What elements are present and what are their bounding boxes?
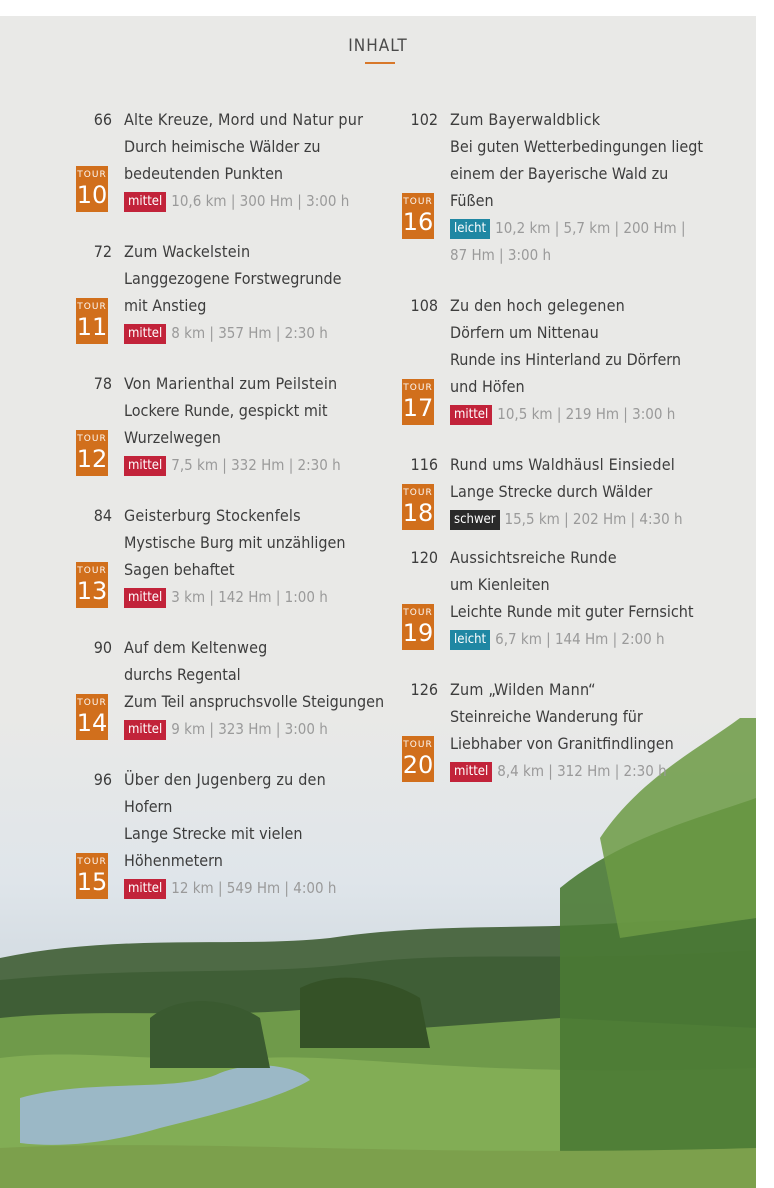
- tour-badge-label: TOUR: [403, 608, 433, 618]
- tour-description-line: Liebhaber von Granitfindlingen: [450, 734, 674, 753]
- tour-stats: 15,5 km | 202 Hm | 4:30 h: [504, 510, 683, 528]
- tour-badge-label: TOUR: [77, 857, 107, 867]
- tour-stats-line: [124, 319, 424, 346]
- tour-stats: 7,5 km | 332 Hm | 2:30 h: [171, 456, 341, 474]
- tour-number: 10: [76, 181, 108, 209]
- tour-description-line: Hofern: [124, 797, 173, 816]
- tour-stats-line: [450, 400, 750, 427]
- tour-stats-line: [124, 874, 424, 901]
- tour-description-line: Höhenmetern: [124, 851, 223, 870]
- tour-description-line: durchs Regental: [124, 665, 241, 684]
- tour-title: Zum Wackelstein: [124, 242, 251, 261]
- toc-entry[interactable]: [76, 370, 424, 478]
- tour-number-badge: [402, 193, 434, 239]
- tour-stats: 87 Hm | 3:00 h: [450, 246, 552, 264]
- tour-description-line: bedeutenden Punkten: [124, 164, 284, 183]
- tour-description-line: Füßen: [450, 191, 494, 210]
- tour-description-line: Lockere Runde, gespickt mit: [124, 401, 328, 420]
- toc-entry[interactable]: [402, 106, 750, 268]
- tour-number-badge: [402, 379, 434, 425]
- toc-entry[interactable]: [402, 676, 750, 784]
- tour-number-badge: [76, 694, 108, 740]
- tour-description-line: Lange Strecke mit vielen: [124, 824, 303, 843]
- tour-description-line: Bei guten Wetterbedingungen liegt: [450, 137, 703, 156]
- tour-stats: 3 km | 142 Hm | 1:00 h: [171, 588, 328, 606]
- toc-entry[interactable]: [76, 106, 424, 214]
- page-number: 66: [93, 110, 112, 129]
- difficulty-badge: mittel: [450, 762, 492, 782]
- tour-title: Rund ums Waldhäusl Einsiedel: [450, 455, 675, 474]
- page-title: INHALT: [348, 36, 408, 56]
- tour-number: 13: [76, 577, 108, 605]
- tour-stats: 12 km | 549 Hm | 4:00 h: [171, 879, 337, 897]
- difficulty-badge: mittel: [124, 879, 166, 899]
- tour-title: Zum „Wilden Mann“: [450, 680, 596, 699]
- difficulty-badge: schwer: [450, 510, 500, 530]
- tour-title: Über den Jugenberg zu den: [124, 770, 326, 789]
- tour-stats-line: [450, 214, 750, 241]
- tour-stats: 10,2 km | 5,7 km | 200 Hm |: [495, 219, 686, 237]
- tour-badge-label: TOUR: [77, 170, 107, 180]
- tour-number-badge: [76, 166, 108, 212]
- difficulty-badge: mittel: [124, 588, 166, 608]
- toc-entry[interactable]: [76, 766, 424, 901]
- tour-number-badge: [402, 604, 434, 650]
- page-number: 116: [410, 455, 438, 474]
- tour-badge-label: TOUR: [77, 698, 107, 708]
- tour-description-line: Steinreiche Wanderung für: [450, 707, 643, 726]
- tour-number-badge: [76, 853, 108, 899]
- tour-badge-label: TOUR: [403, 740, 433, 750]
- tour-number-badge: [76, 430, 108, 476]
- tour-title: Zum Bayerwaldblick: [450, 110, 601, 129]
- tour-number: 19: [402, 619, 434, 647]
- tour-badge-label: TOUR: [403, 383, 433, 393]
- tour-stats-line: [124, 451, 424, 478]
- tour-title: Alte Kreuze, Mord und Natur pur: [124, 110, 364, 129]
- tour-number: 16: [402, 208, 434, 236]
- tour-number-badge: [402, 484, 434, 530]
- tour-description-line: Sagen behaftet: [124, 560, 235, 579]
- toc-entry[interactable]: [76, 634, 424, 742]
- tour-stats-line: [124, 583, 424, 610]
- page-number: 78: [93, 374, 112, 393]
- tour-number: 17: [402, 394, 434, 422]
- tour-description-line: Zum Teil anspruchsvolle Steigungen: [124, 692, 385, 711]
- tour-badge-label: TOUR: [77, 566, 107, 576]
- page-number: 96: [93, 770, 112, 789]
- tour-stats-line: [450, 505, 750, 532]
- tour-title: Geisterburg Stockenfels: [124, 506, 301, 525]
- tour-number: 12: [76, 445, 108, 473]
- tour-title: Von Marienthal zum Peilstein: [124, 374, 338, 393]
- tour-description-line: um Kienleiten: [450, 575, 550, 594]
- tour-stats-line: [124, 187, 424, 214]
- tour-description-line: Dörfern um Nittenau: [450, 323, 599, 342]
- page-number: 120: [410, 548, 438, 567]
- difficulty-badge: mittel: [450, 405, 492, 425]
- tour-stats: 10,5 km | 219 Hm | 3:00 h: [497, 405, 676, 423]
- page-number: 108: [410, 296, 438, 315]
- tour-description-line: mit Anstieg: [124, 296, 207, 315]
- toc-entry[interactable]: [402, 451, 750, 532]
- tour-title: Auf dem Keltenweg: [124, 638, 268, 657]
- tour-description-line: Lange Strecke durch Wälder: [450, 482, 653, 501]
- toc-page: [0, 16, 756, 1188]
- page-number: 90: [93, 638, 112, 657]
- tour-number: 14: [76, 709, 108, 737]
- tour-badge-label: TOUR: [403, 197, 433, 207]
- page-number: 102: [410, 110, 438, 129]
- toc-entry[interactable]: [76, 238, 424, 346]
- tour-description-line: Langgezogene Forstwegrunde: [124, 269, 342, 288]
- difficulty-badge: mittel: [124, 192, 166, 212]
- toc-entry[interactable]: [402, 544, 750, 652]
- tour-badge-label: TOUR: [403, 488, 433, 498]
- tour-description-line: Durch heimische Wälder zu: [124, 137, 321, 156]
- tour-badge-label: TOUR: [77, 302, 107, 312]
- tour-number: 20: [402, 751, 434, 779]
- difficulty-badge: leicht: [450, 630, 490, 650]
- title-underline: [365, 62, 395, 64]
- tour-stats-line: [450, 757, 750, 784]
- tour-description-line: Wurzelwegen: [124, 428, 221, 447]
- tour-title: Aussichtsreiche Runde: [450, 548, 617, 567]
- difficulty-badge: mittel: [124, 324, 166, 344]
- difficulty-badge: mittel: [124, 456, 166, 476]
- page-number: 72: [93, 242, 112, 261]
- difficulty-badge: leicht: [450, 219, 490, 239]
- tour-number-badge: [76, 298, 108, 344]
- tour-description-line: Runde ins Hinterland zu Dörfern: [450, 350, 682, 369]
- tour-number-badge: [76, 562, 108, 608]
- tour-stats: 8 km | 357 Hm | 2:30 h: [171, 324, 328, 342]
- tour-stats-line: [124, 715, 424, 742]
- tour-description-line: Leichte Runde mit guter Fernsicht: [450, 602, 694, 621]
- tour-title: Zu den hoch gelegenen: [450, 296, 625, 315]
- tour-number-badge: [402, 736, 434, 782]
- toc-entry[interactable]: [402, 292, 750, 427]
- tour-number: 11: [76, 313, 108, 341]
- tour-stats: 9 km | 323 Hm | 3:00 h: [171, 720, 328, 738]
- toc-entry[interactable]: [76, 502, 424, 610]
- tour-number: 18: [402, 499, 434, 527]
- tour-stats-line: [450, 241, 750, 268]
- tour-description-line: einem der Bayerische Wald zu: [450, 164, 669, 183]
- tour-description-line: Mystische Burg mit unzähligen: [124, 533, 346, 552]
- tour-stats: 8,4 km | 312 Hm | 2:30 h: [497, 762, 667, 780]
- page-number: 126: [410, 680, 438, 699]
- tour-stats: 6,7 km | 144 Hm | 2:00 h: [495, 630, 665, 648]
- page-number: 84: [93, 506, 112, 525]
- tour-number: 15: [76, 868, 108, 896]
- tour-badge-label: TOUR: [77, 434, 107, 444]
- difficulty-badge: mittel: [124, 720, 166, 740]
- tour-stats: 10,6 km | 300 Hm | 3:00 h: [171, 192, 350, 210]
- tour-stats-line: [450, 625, 750, 652]
- tour-description-line: und Höfen: [450, 377, 525, 396]
